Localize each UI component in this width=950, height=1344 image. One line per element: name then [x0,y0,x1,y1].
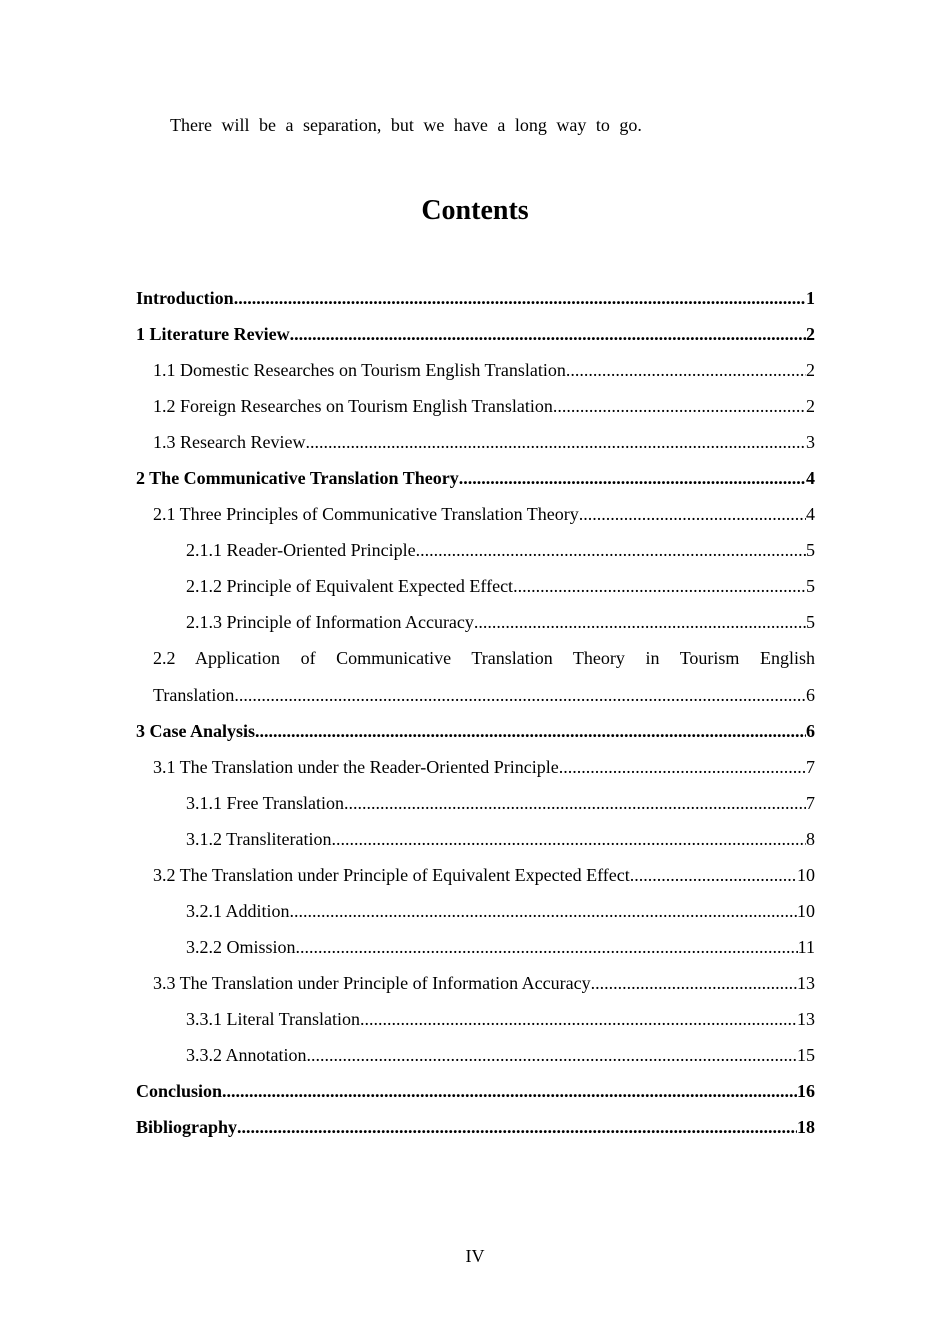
dot-leader [305,429,806,455]
dot-leader [566,357,806,383]
toc-entry[interactable] [136,1006,815,1042]
toc-entry-page-number: 3 [806,432,815,452]
toc-entry-label: 3.2.2 Omission [186,937,296,957]
dot-leader [296,934,798,960]
dot-leader [459,465,806,491]
toc-entry-label: 3.1.2 Transliteration [186,829,332,849]
toc-entry-label: 3.2.1 Addition [186,901,290,921]
toc-entry-page-number: 5 [806,540,815,560]
toc-entry[interactable] [136,609,815,645]
toc-entry-page-number: 8 [806,829,815,849]
toc-entry-page-number: 11 [797,937,815,957]
toc-entry-label: 2 The Communicative Translation Theory [136,468,459,488]
toc-entry-label: 3.2 The Translation under Principle of Equivalent Expected Effect [153,865,630,885]
toc-entry[interactable] [136,934,815,970]
toc-entry-label: 3.1.1 Free Translation [186,793,345,813]
dot-leader [630,862,797,888]
dot-leader [360,1006,797,1032]
toc-entry-label: 2.2 Application of Communicative Translation Theory in Tourism English [153,648,815,668]
dot-leader [237,1114,797,1140]
toc-entry-label: 1.2 Foreign Researches on Tourism English Translation [153,396,553,416]
toc-entry[interactable] [136,537,815,573]
toc-entry[interactable] [136,898,815,934]
toc-entry[interactable] [136,645,815,718]
toc-entry[interactable] [136,501,815,537]
toc-entry-label: 3.3 The Translation under Principle of Information Accuracy [153,973,591,993]
toc-entry-page-number: 5 [806,612,815,632]
toc-entry-page-number: 7 [806,793,815,813]
toc-entry-label: 3.3.2 Annotation [186,1045,307,1065]
page-number: IV [465,1246,485,1266]
table-of-contents [136,285,815,1150]
dot-leader [553,393,806,419]
dot-leader [290,321,806,347]
intro-line: There will be a separation, but we have a long way to go. [170,115,642,135]
toc-entry[interactable] [136,321,815,357]
toc-entry-page-number: 15 [797,1045,815,1065]
toc-entry[interactable] [136,393,815,429]
dot-leader [513,573,806,599]
toc-entry[interactable] [136,1042,815,1078]
toc-entry-label: 2.1.1 Reader-Oriented Principle [186,540,416,560]
toc-entry[interactable] [136,718,815,754]
toc-entry-page-number: 4 [806,468,815,488]
toc-title: Contents [421,195,529,226]
toc-entry[interactable] [136,790,815,826]
dot-leader [255,718,806,744]
toc-entry-label: 2.1.3 Principle of Information Accuracy [186,612,474,632]
toc-entry-page-number: 6 [806,685,815,705]
toc-entry[interactable] [136,862,815,898]
toc-entry-page-number: 2 [806,324,815,344]
toc-entry-page-number: 10 [797,901,815,921]
toc-entry[interactable] [136,573,815,609]
toc-entry-label: 1.3 Research Review [153,432,306,452]
toc-entry-label: 2.1 Three Principles of Communicative Translation Theory [153,504,579,524]
dot-leader [234,285,806,311]
toc-entry[interactable] [136,285,815,321]
toc-entry-page-number: 1 [806,288,815,308]
toc-entry-label: 3.3.1 Literal Translation [186,1009,360,1029]
toc-entry[interactable] [136,429,815,465]
toc-entry-label-continued: Translation [153,685,235,705]
toc-entry-page-number: 16 [797,1081,815,1101]
dot-leader [474,609,806,635]
toc-entry-page-number: 18 [797,1117,815,1137]
toc-entry[interactable] [136,1078,815,1114]
dot-leader [290,898,797,924]
toc-entry-label: 3 Case Analysis [136,721,256,741]
dot-leader [344,790,806,816]
toc-entry-page-number: 5 [806,576,815,596]
toc-entry-page-number: 4 [806,504,815,524]
dot-leader [591,970,797,996]
toc-entry[interactable] [136,465,815,501]
dot-leader [579,501,806,527]
toc-entry-label: Bibliography [136,1117,238,1137]
toc-entry[interactable] [136,1114,815,1150]
toc-entry-label: Conclusion [136,1081,223,1101]
toc-entry-page-number: 2 [806,360,815,380]
toc-entry[interactable] [136,357,815,393]
toc-entry-page-number: 10 [797,865,815,885]
toc-entry-label: 1 Literature Review [136,324,290,344]
dot-leader [332,826,806,852]
toc-entry[interactable] [136,754,815,790]
toc-entry-page-number: 13 [797,1009,815,1029]
toc-entry-label: 2.1.2 Principle of Equivalent Expected Effect [186,576,514,596]
toc-entry-page-number: 13 [797,973,815,993]
toc-entry[interactable] [136,970,815,1006]
dot-leader [307,1042,798,1068]
toc-entry-label: 1.1 Domestic Researches on Tourism English Translation [153,360,566,380]
toc-entry-page-number: 7 [806,757,815,777]
dot-leader [416,537,806,563]
toc-entry[interactable] [136,826,815,862]
dot-leader [222,1078,797,1104]
dot-leader [559,754,806,780]
toc-entry-page-number: 2 [806,396,815,416]
toc-entry-page-number: 6 [806,721,815,741]
toc-entry-label: 3.1 The Translation under the Reader-Oriented Principle [153,757,559,777]
dot-leader [234,682,806,708]
toc-entry-label: Introduction [136,288,234,308]
